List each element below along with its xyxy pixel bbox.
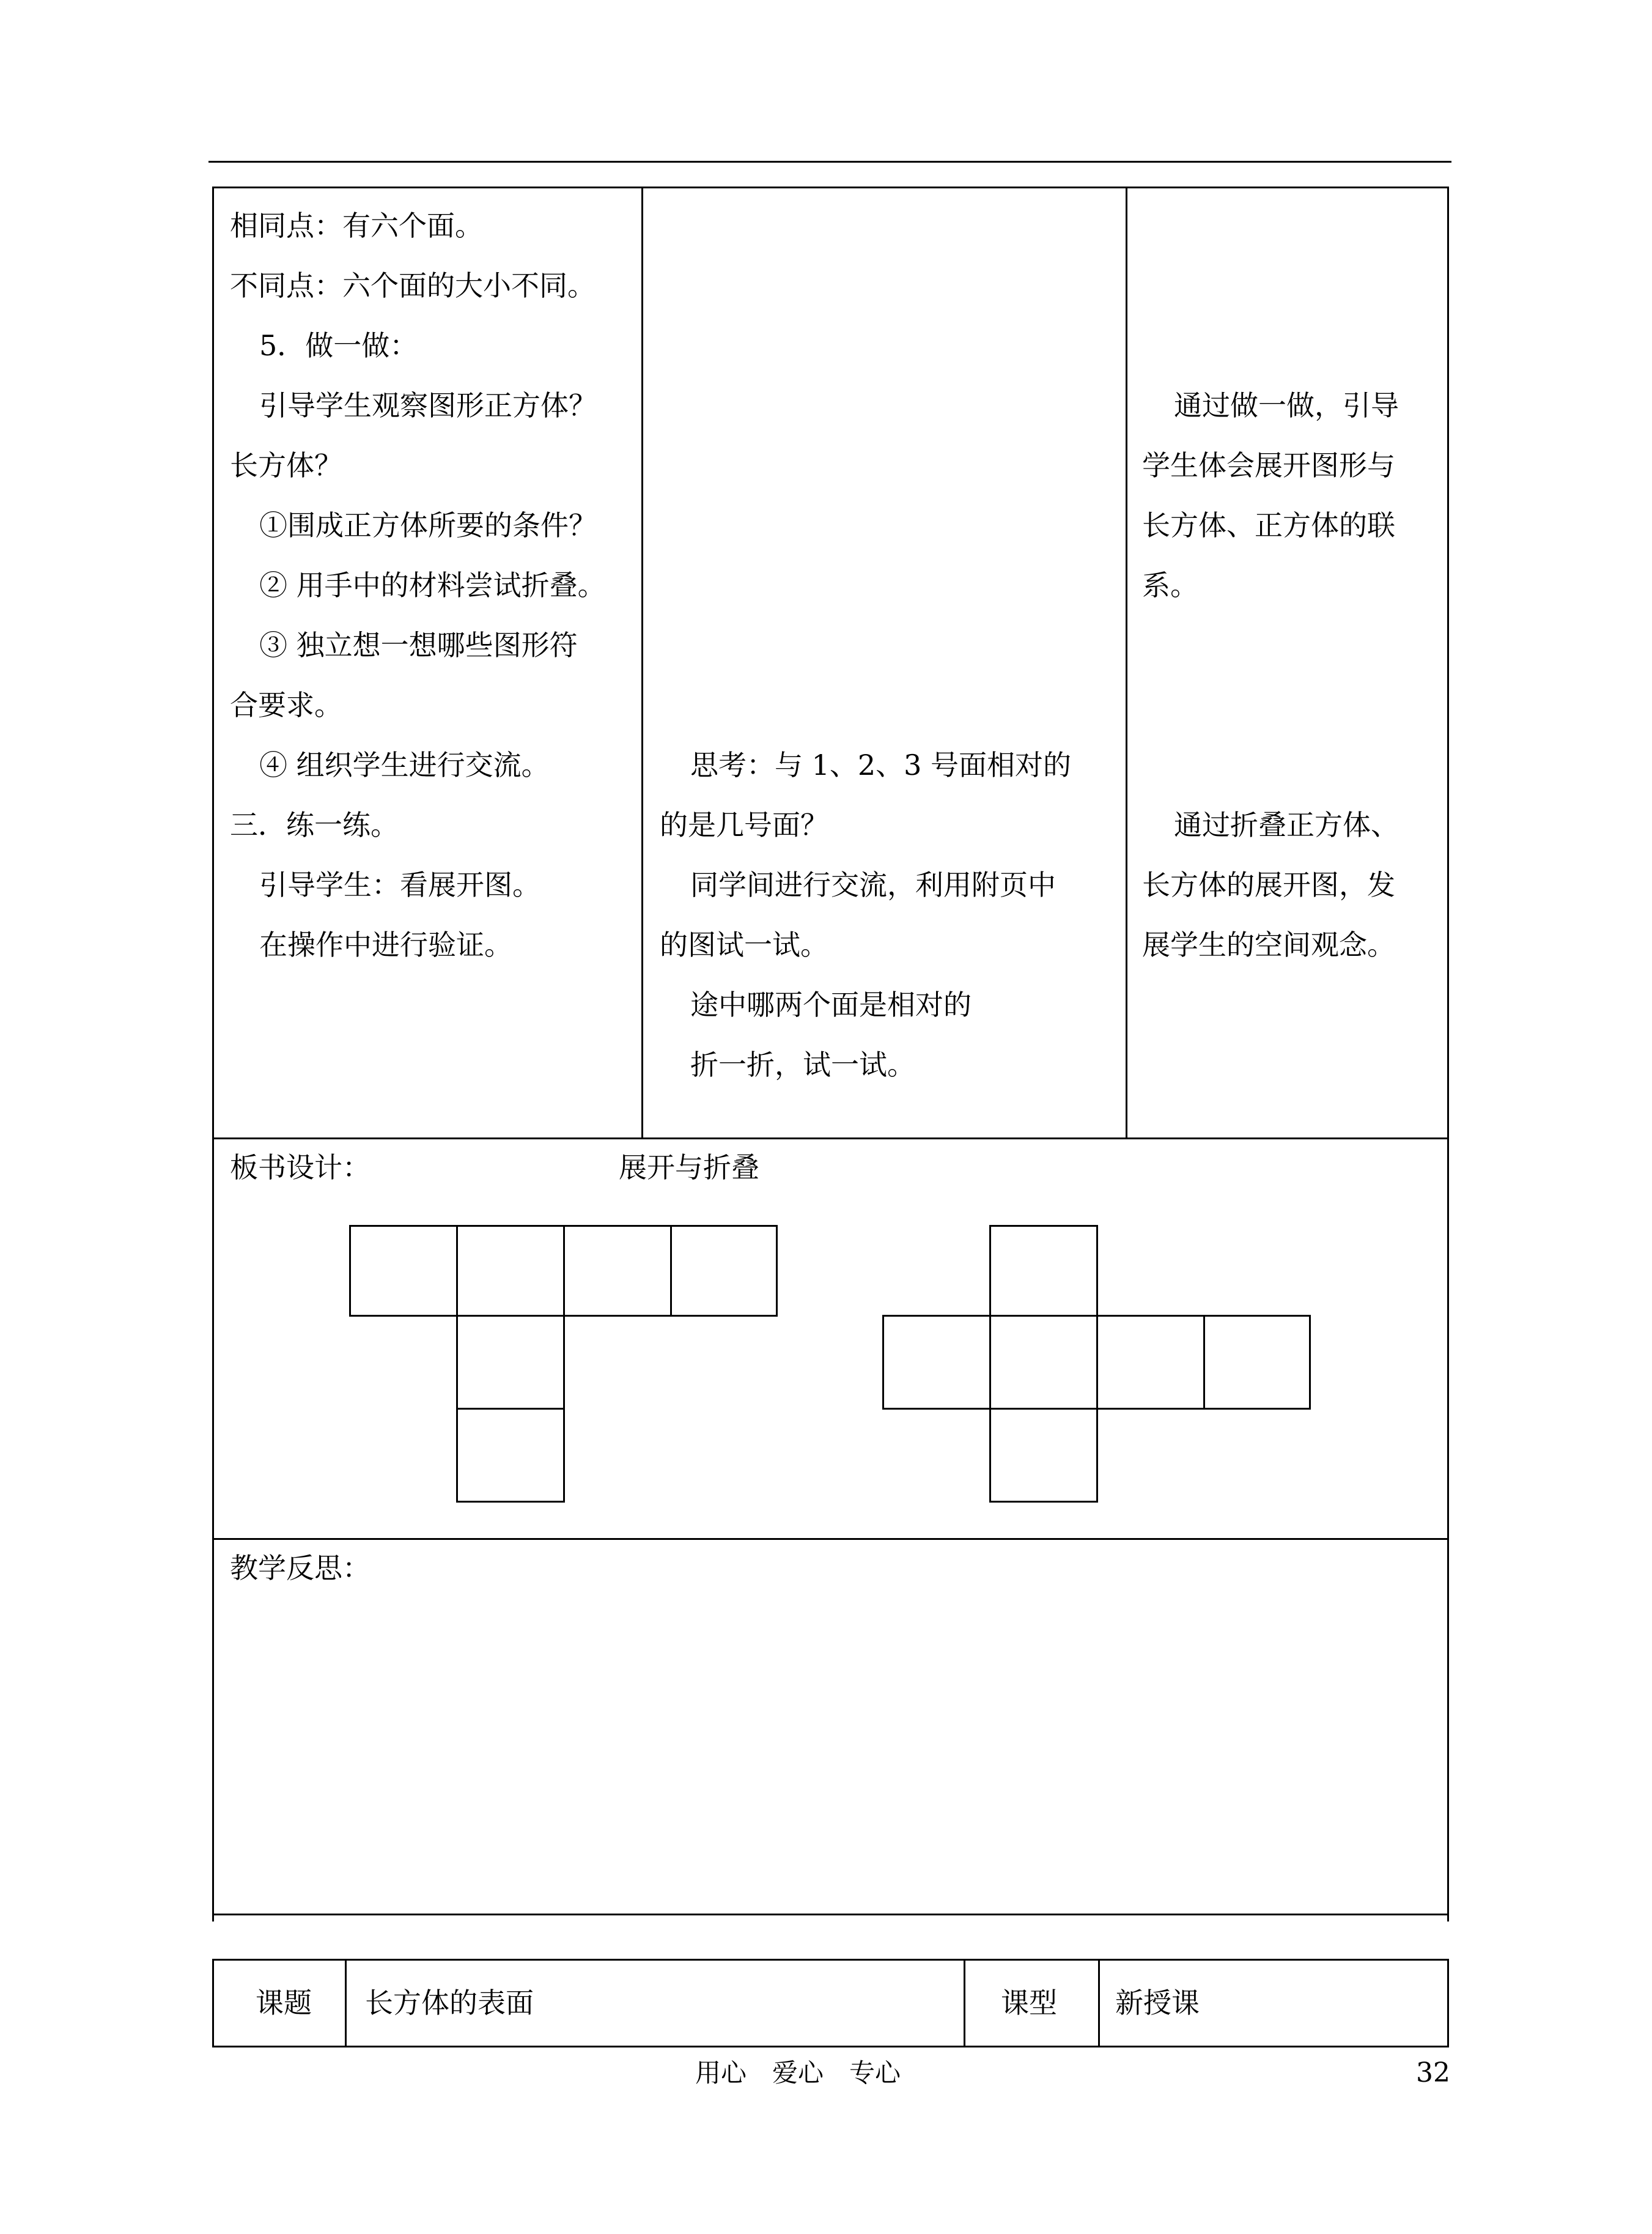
lesson-table-divider-2 — [964, 1959, 965, 2047]
text-line: 长方体的展开图，发 — [1142, 868, 1395, 901]
footer-motto: 用心 爱心 专心 — [695, 2058, 901, 2088]
text-line: 不同点：六个面的大小不同。 — [230, 269, 596, 302]
text-line: 通过做一做，引导 — [1174, 389, 1399, 422]
text-line: ①围成正方体所要的条件？ — [259, 509, 597, 542]
column-divider-2 — [1126, 187, 1127, 1139]
row-divider-reflection — [212, 1538, 1449, 1540]
net-square — [989, 1408, 1098, 1503]
row-divider-board — [212, 1137, 1449, 1139]
table-top-border — [212, 187, 1449, 188]
board-design-label: 板书设计： — [230, 1151, 371, 1184]
lesson-type-label: 课型 — [1001, 1986, 1057, 2019]
teaching-reflection-label: 教学反思： — [230, 1552, 371, 1585]
text-line: ④ 组织学生进行交流。 — [259, 749, 550, 782]
lesson-table-left — [212, 1959, 214, 2047]
text-line: 三．练一练。 — [230, 808, 399, 841]
net-square — [1203, 1315, 1311, 1410]
page-number: 32 — [1416, 2057, 1450, 2088]
table-bottom-border — [212, 1914, 1449, 1915]
text-line: ③ 独立想一想哪些图形符 — [259, 629, 578, 662]
text-line: 合要求。 — [230, 689, 342, 722]
net-square — [989, 1315, 1098, 1410]
text-line: ② 用手中的材料尝试折叠。 — [259, 569, 606, 602]
text-line: 展学生的空间观念。 — [1142, 928, 1395, 961]
text-line: 系。 — [1142, 569, 1198, 602]
table-right-border — [1447, 187, 1449, 1921]
text-line: 的是几号面？ — [660, 808, 828, 841]
lesson-table-right — [1447, 1959, 1449, 2047]
topic-value: 长方体的表面 — [365, 1986, 534, 2019]
lesson-type-value: 新授课 — [1115, 1986, 1200, 2019]
net-square — [1096, 1315, 1205, 1410]
lesson-table-top — [212, 1959, 1449, 1961]
text-line: 引导学生观察图形正方体？ — [259, 389, 597, 422]
net-square — [456, 1315, 565, 1410]
text-line: 折一折，试一试。 — [690, 1048, 915, 1081]
text-line: 长方体、正方体的联 — [1142, 509, 1395, 542]
text-line: 在操作中进行验证。 — [259, 928, 512, 961]
text-line: 学生体会展开图形与 — [1142, 449, 1395, 482]
text-line: 思考：与 1、2、3 号面相对的 — [690, 749, 1072, 782]
board-design-title: 展开与折叠 — [619, 1151, 759, 1184]
table-left-border — [212, 187, 214, 1921]
header-rule — [208, 161, 1451, 163]
text-line: 通过折叠正方体、 — [1174, 808, 1399, 841]
net-square — [989, 1225, 1098, 1317]
topic-label: 课题 — [256, 1986, 312, 2019]
lesson-table-bottom — [212, 2046, 1449, 2047]
net-square — [456, 1408, 565, 1503]
column-divider-1 — [641, 187, 643, 1139]
text-line: 长方体？ — [230, 449, 342, 482]
lesson-table-divider-1 — [345, 1959, 347, 2047]
net-square — [882, 1315, 991, 1410]
net-square — [670, 1225, 778, 1317]
text-line: 相同点：有六个面。 — [230, 209, 483, 242]
net-square — [456, 1225, 565, 1317]
lesson-table-divider-3 — [1098, 1959, 1100, 2047]
net-square — [563, 1225, 672, 1317]
text-line: 同学间进行交流，利用附页中 — [690, 868, 1056, 901]
text-line: 引导学生：看展开图。 — [259, 868, 540, 901]
text-line: 途中哪两个面是相对的 — [690, 988, 972, 1021]
text-line: 5．做一做： — [259, 329, 418, 362]
net-square — [349, 1225, 458, 1317]
text-line: 的图试一试。 — [660, 928, 828, 961]
